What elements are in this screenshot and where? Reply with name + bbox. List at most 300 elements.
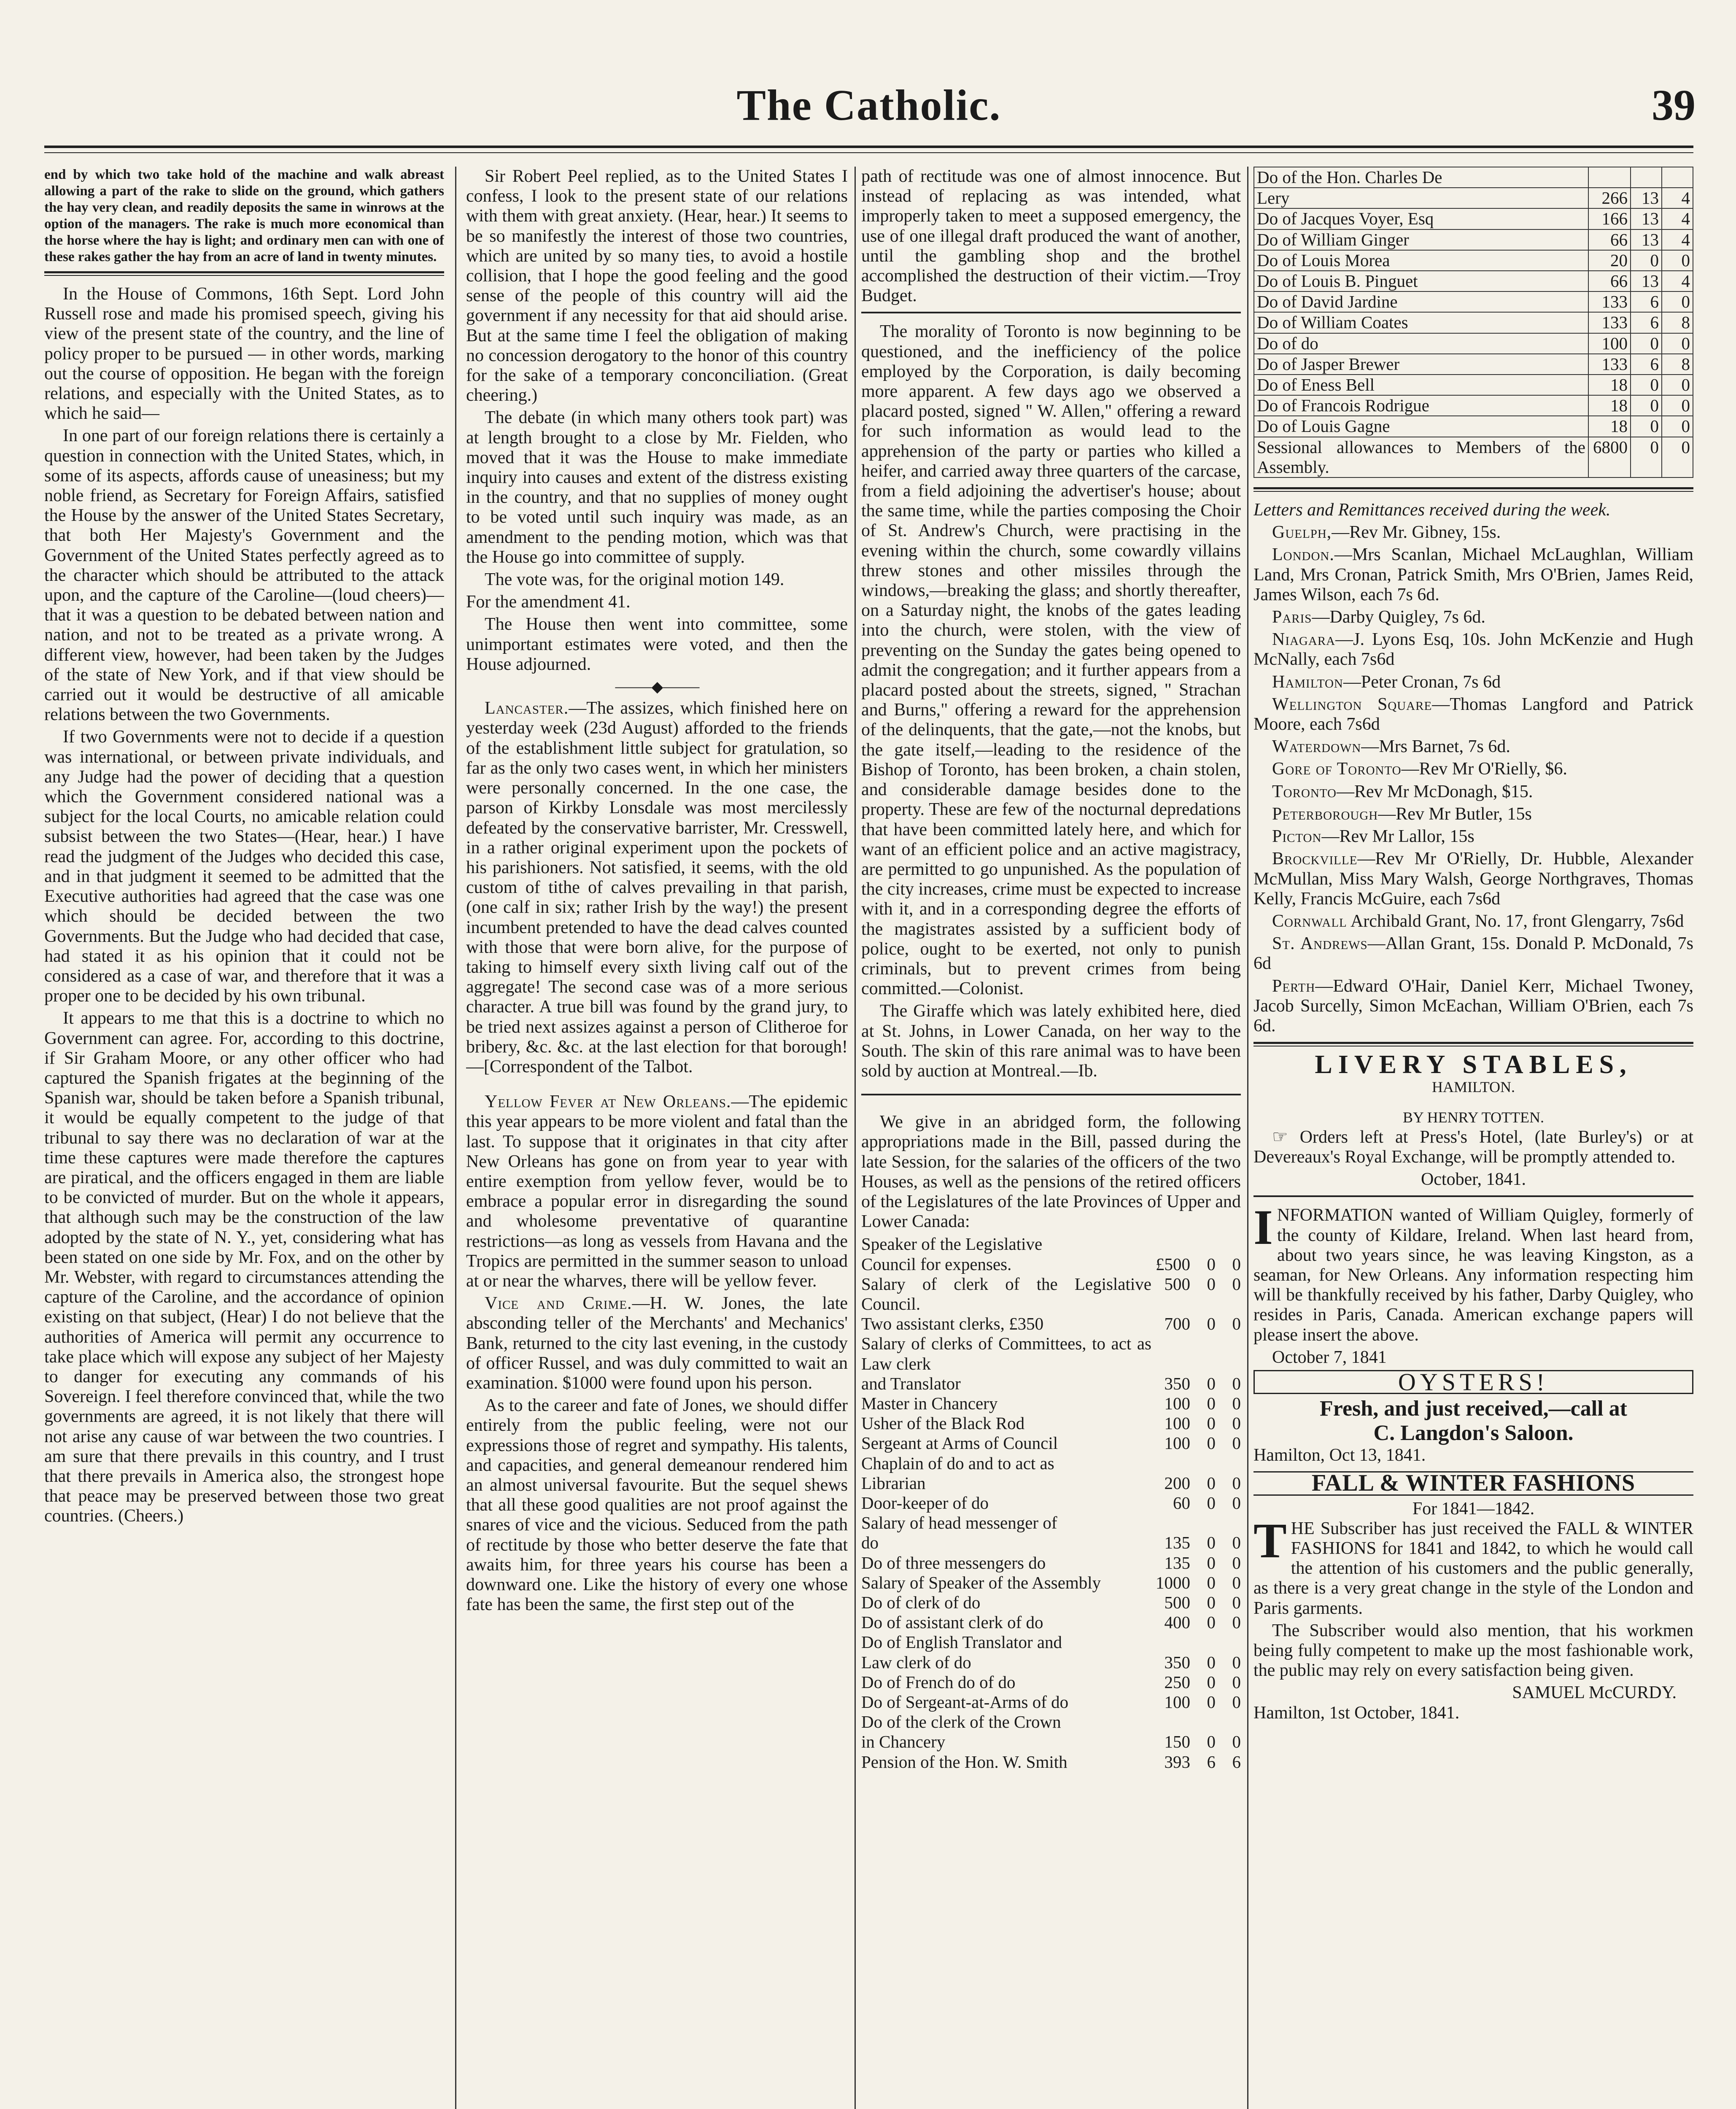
row-label: Do of David Jardine — [1254, 291, 1588, 312]
row-amount: 133 — [1588, 354, 1631, 375]
row-label: Do of Louis B. Pinguet — [1254, 271, 1588, 291]
row-amount: 0 — [1207, 1692, 1216, 1712]
row-amount: 13 — [1631, 229, 1662, 250]
table-row — [1254, 416, 1693, 437]
letters-heading: Letters and Remittances received during the week. — [1253, 500, 1611, 520]
row-amount — [1151, 1513, 1190, 1533]
table-row — [861, 1433, 1241, 1453]
row-amount: 0 — [1232, 1254, 1241, 1274]
row-label: Do of William Coates — [1254, 312, 1588, 333]
row-amount: 0 — [1232, 1652, 1241, 1672]
row-amount — [1662, 167, 1693, 188]
row-amount: 60 — [1173, 1493, 1190, 1513]
row-label: Do of Louis Morea — [1254, 250, 1588, 271]
hay-rake-notice — [44, 167, 444, 265]
table-row — [861, 1732, 1241, 1752]
livery-ad — [1253, 1050, 1693, 1189]
letters-list — [1253, 523, 1693, 1036]
row-amount: 6 — [1631, 354, 1662, 375]
table-row — [1254, 437, 1693, 477]
row-label: Do of Jacques Voyer, Esq — [1254, 208, 1588, 229]
article-paragraph: If two Governments were not to decide if a question was international, or between private individuals, and any Judge had the power of deciding that a question which the Government considered national was a subject for the local Courts, no amicable relation could subsist between the two States—(Hear, hear.) I have read the judgment of the Judges who decided this case, and in that judgment it seemed to be admitted that the Executive authorities had agreed that the case was one which should be decided between the two Governments. But the Judge who had decided that case, had stated it as his opinion that it could not be considered as a case of war, and therefore that it was a proper one to be decided by his own tribunal. — [44, 727, 444, 1006]
table-row — [861, 1533, 1241, 1553]
row-label: Door-keeper of do — [861, 1493, 989, 1513]
remittance-place: Hamilton — [1272, 672, 1343, 692]
fashions-ad — [1253, 1471, 1693, 1723]
row-amount: 0 — [1207, 1593, 1216, 1613]
row-amount: 100 — [1164, 1433, 1190, 1453]
page-number: 39 — [1652, 81, 1696, 129]
vice-crime-heading: Vice and Crime. — [485, 1294, 632, 1313]
row-label: Librarian — [861, 1473, 926, 1493]
row-amount — [1216, 1513, 1241, 1533]
row-label: and Translator — [861, 1373, 961, 1393]
row-amount: 250 — [1164, 1672, 1190, 1692]
row-label: Salary of Speaker of the Assembly — [861, 1572, 1101, 1592]
table-row — [1254, 312, 1693, 333]
table-row — [861, 1752, 1241, 1772]
toronto-article: The morality of Toronto is now beginning to be questioned, and the inefficiency of the police employed by the Corporation, is daily becoming more apparent. A few days ago we observed a placard posted, signed " W. Allen," offering a reward for such information as would lead to the apprehension of the party or parties who killed a heifer, and carried away three quarters of the carcase, from a field adjoining the advertiser's house; about the same time, while the parties composing the Choir of St. Andrew's Church, were practising in the evening within the church, some cowardly villains threw stones and other missiles through the windows,—breaking the glass; and shortly thereafter, on a Saturday night, the knobs of the gates leading into the church, were stolen, with the view of preventing on the Sunday the gates being opened to admit the congregation; and it further appears from a placard posted about the streets, signed, " Strachan and Burns," offering a reward for the apprehension of the delinquents, that the gate,—not the knobs, but the gate itself,—leading to the residence of the Bishop of Toronto, has been broken, a chain stolen, and considerable damage besides done to the property. These are few of the nocturnal depredations that have been committed lately here, and which for want of an efficient police and an active magistracy, are permitted to go unpunished. As the population of the city increases, crime must be expected to increase with it, and in a corresponding degree the efforts of the magistrates assisted by a sufficient body of police, ought to be exerted, not only to punish criminals, but to prevent crimes from being committed.—Colonist. — [861, 322, 1241, 999]
row-amount: 0 — [1631, 437, 1662, 477]
table-row — [861, 1374, 1241, 1394]
row-label: in Chancery — [861, 1732, 946, 1752]
oysters-subhead: Fresh, and just received,—call at — [1320, 1397, 1627, 1421]
oysters-date: Hamilton, Oct 13, 1841. — [1253, 1446, 1426, 1465]
column-1 — [44, 167, 444, 2109]
row-amount: 200 — [1164, 1473, 1190, 1493]
list-item — [1253, 630, 1693, 669]
article-paragraph: For the amendment 41. — [466, 592, 631, 612]
remittance-text: —Thomas Langford and Patrick Moore, each 7s6d — [1253, 694, 1693, 734]
row-amount: 350 — [1164, 1373, 1190, 1393]
article-paragraph: In one part of our foreign relations there is certainly a question in connection with the United States, which, in some of its aspects, affords cause of uneasiness; but my noble friend, as Secretary for Foreign Affairs, satisfied the House by the answer of the United States Secretary, that both Her Majesty's Government and the Government of the United States perfectly agreed as to the character which should be attributed to the attack upon, and the capture of the Caroline—(loud cheers)—that it was a question to be debated between nation and nation, and not to be treated as a private wrong. A different view, however, had been taken by the Judges of the state of New York, and if that view should be carried out it would be destructive of all amicable relations between the two Governments. — [44, 426, 444, 725]
row-amount — [1190, 1334, 1216, 1373]
table-row — [861, 1454, 1241, 1473]
row-amount: 166 — [1588, 208, 1631, 229]
article-paragraph: In the House of Commons, 16th Sept. Lord John Russell rose and made his promised speech, giving his view of the present state of the country, and the line of policy proper to be pursued — in other words, marking out the course of opposition. He began with the foreign relations, and especially with the United States, as to which he said— — [44, 284, 444, 423]
row-amount: 500 — [1164, 1593, 1190, 1613]
row-label: Do of French do of do — [861, 1672, 1016, 1692]
lancaster-heading: Lancaster. — [485, 699, 569, 718]
row-amount: 20 — [1588, 250, 1631, 271]
list-item — [1253, 976, 1693, 1036]
row-amount: 4 — [1662, 229, 1693, 250]
row-amount: 0 — [1207, 1732, 1216, 1752]
table-row — [861, 1473, 1241, 1493]
row-amount: 0 — [1631, 395, 1662, 416]
row-amount: 0 — [1662, 395, 1693, 416]
row-amount: 0 — [1207, 1533, 1216, 1553]
row-amount: 135 — [1164, 1553, 1190, 1572]
list-item — [1253, 782, 1693, 802]
row-label: Lery — [1254, 188, 1588, 208]
row-amount: 18 — [1588, 375, 1631, 395]
row-label: Do of William Ginger — [1254, 229, 1588, 250]
column-2 — [466, 167, 848, 2109]
row-label: Salary of head messenger of — [861, 1513, 1057, 1533]
row-amount — [1631, 167, 1662, 188]
yellow-fever-heading: Yellow Fever at New Orleans. — [485, 1092, 731, 1112]
row-amount: 13 — [1631, 208, 1662, 229]
remittance-text: —Rev Mr McDonagh, $15. — [1336, 782, 1533, 801]
row-label: Do of assistant clerk of do — [861, 1613, 1043, 1632]
list-item — [1253, 804, 1693, 824]
list-item — [1253, 695, 1693, 734]
table-row — [861, 1234, 1241, 1254]
table-row — [1254, 208, 1693, 229]
row-amount: 100 — [1164, 1413, 1190, 1433]
row-amount: 0 — [1662, 437, 1693, 477]
table-row — [861, 1254, 1241, 1274]
row-amount: 0 — [1232, 1393, 1241, 1413]
row-label: Do of Jasper Brewer — [1254, 354, 1588, 375]
remittance-text: —Allan Grant, 15s. Donald P. McDonald, 7s 6d — [1253, 934, 1693, 974]
row-amount — [1588, 167, 1631, 188]
table-row — [861, 1513, 1241, 1533]
fashions-years: For 1841—1842. — [1412, 1499, 1535, 1518]
table-row — [861, 1334, 1241, 1373]
row-amount: 0 — [1207, 1373, 1216, 1393]
row-label: Pension of the Hon. W. Smith — [861, 1752, 1067, 1772]
table-row — [1254, 188, 1693, 208]
oysters-ad — [1253, 1370, 1693, 1465]
row-label: Do of Sergeant-at-Arms of do — [861, 1692, 1069, 1712]
section-divider — [861, 1094, 1241, 1095]
article-paragraph: path of rectitude was one of almost innocence. But instead of replacing as was intended, what improperly taken to meet a supposed emergency, the use of one illegal draft produced the want of another, until the gambling shop and the brothel accomplished the destruction of their victim.—Troy Budget. — [861, 167, 1241, 306]
table-row — [1254, 229, 1693, 250]
row-amount: 0 — [1232, 1613, 1241, 1632]
row-amount: 0 — [1207, 1572, 1216, 1592]
row-amount — [1151, 1712, 1190, 1732]
row-amount: 0 — [1631, 250, 1662, 271]
masthead-rule — [44, 146, 1693, 153]
row-amount: 0 — [1662, 375, 1693, 395]
row-amount: 6 — [1631, 312, 1662, 333]
row-amount — [1216, 1632, 1241, 1652]
remittance-text: —Rev Mr Lallor, 15s — [1321, 827, 1475, 847]
oysters-saloon: C. Langdon's Saloon. — [1373, 1421, 1574, 1446]
row-amount: 6 — [1232, 1752, 1241, 1772]
table-row — [1254, 375, 1693, 395]
list-item — [1253, 934, 1693, 974]
pensions-table — [1253, 167, 1693, 478]
remittance-text: —Darby Quigley, 7s 6d. — [1312, 607, 1485, 627]
remittance-place: Gore of Toronto — [1272, 759, 1402, 779]
row-label: Do of the Hon. Charles De — [1254, 167, 1588, 188]
table-row — [1254, 354, 1693, 375]
fashions-date: Hamilton, 1st October, 1841. — [1253, 1703, 1460, 1723]
fashions-heading: FALL & WINTER FASHIONS — [1253, 1471, 1693, 1495]
row-label: Do of do — [1254, 333, 1588, 354]
row-amount: 13 — [1631, 188, 1662, 208]
table-row — [1254, 395, 1693, 416]
section-divider — [861, 312, 1241, 313]
lancaster-article — [466, 699, 848, 1077]
bill-intro: We give in an abridged form, the following appropriations made in the Bill, passed during the late Session, for the salaries of the officers of the two Houses, as well as the pensions of the retired officers of the Legislatures of the late Provinces of Upper and Lower Canada: — [861, 1112, 1241, 1232]
row-amount: 0 — [1232, 1553, 1241, 1572]
row-amount: 0 — [1232, 1572, 1241, 1592]
remittance-place: Guelph, — [1272, 523, 1332, 542]
row-amount: 100 — [1164, 1692, 1190, 1712]
remittance-text: —Peter Cronan, 7s 6d — [1343, 672, 1501, 692]
table-row — [861, 1413, 1241, 1433]
row-amount: 700 — [1164, 1314, 1190, 1334]
row-amount: 18 — [1588, 395, 1631, 416]
row-amount — [1151, 1234, 1190, 1254]
section-divider — [1253, 1195, 1693, 1197]
list-item — [1253, 545, 1693, 605]
list-item — [1253, 672, 1693, 692]
remittance-text: Archibald Grant, No. 17, front Glengarry, 7s6d — [1347, 911, 1684, 931]
row-amount: 18 — [1588, 416, 1631, 437]
remittance-place: Cornwall — [1272, 911, 1347, 931]
row-amount: 0 — [1232, 1274, 1241, 1294]
section-divider — [44, 271, 444, 276]
remittance-place: Picton — [1272, 827, 1322, 847]
remittance-place: St. Andrews — [1272, 934, 1368, 954]
row-label: Do of Eness Bell — [1254, 375, 1588, 395]
remittance-place: Peterborough — [1272, 804, 1378, 824]
row-amount: 0 — [1232, 1533, 1241, 1553]
remittance-text: —Rev Mr. Gibney, 15s. — [1332, 523, 1501, 542]
row-amount: 0 — [1232, 1732, 1241, 1752]
row-amount: 6 — [1631, 291, 1662, 312]
table-row — [861, 1553, 1241, 1573]
remittance-place: London. — [1272, 545, 1334, 565]
masthead — [42, 72, 1696, 135]
table-row — [861, 1692, 1241, 1712]
article-paragraph: As to the career and fate of Jones, we should differ entirely from the public feeling, were not our expressions those of regret and sympathy. His talents, and capacities, and general demeanour rendered him an almost universal favourite. But the sequel shews that all these good qualities are not proof against the snares of vice and the vicious. Seduced from the path of rectitude by those who better deserve the fate that awaits him, for three years his course has been a downward one. Like the history of every one whose fate has been the same, the first step out of the — [466, 1396, 848, 1615]
row-amount: 1000 — [1156, 1572, 1190, 1592]
row-amount: 8 — [1662, 312, 1693, 333]
table-row — [861, 1274, 1241, 1314]
table-row — [861, 1573, 1241, 1593]
row-label: Sergeant at Arms of Council — [861, 1433, 1058, 1453]
article-paragraph: The vote was, for the original motion 149. — [485, 570, 784, 590]
article-paragraph: The debate (in which many others took part) was at length brought to a close by Mr. Fielden, who moved that it was the House to make immediate inquiry into causes and extent of the distress existing in the country, and that no supplies of money ought to be voted until such inquiry was made, as an amendment to the pending motion, which was that the House go into committee of supply. — [466, 408, 848, 567]
row-amount: 0 — [1232, 1433, 1241, 1453]
row-amount: 0 — [1631, 416, 1662, 437]
drop-cap: T — [1253, 1513, 1287, 1568]
row-amount: 150 — [1164, 1732, 1190, 1752]
row-amount — [1190, 1712, 1216, 1732]
row-amount — [1216, 1234, 1241, 1254]
column-4 — [1253, 167, 1693, 2109]
row-amount — [1216, 1712, 1241, 1732]
livery-body: ☞ Orders left at Press's Hotel, (late Burley's) or at Devereaux's Royal Exchange, will be promptly attended to. — [1253, 1127, 1693, 1167]
row-amount: 6800 — [1588, 437, 1631, 477]
row-amount: 0 — [1207, 1254, 1216, 1274]
yellow-fever-text: —The epidemic this year appears to be more violent and fatal than the last. To suppose that it originates in that city after New Orleans has gone on from year to year with entire exemption from yellow fever, would be to embrace a popular error in disregarding the sound and wholesome preventative of quarantine restrictions—as long as vessels from Havana and the Tropics are permitted in the summer season to unload at or near the wharves, there will be yellow fever. — [466, 1092, 848, 1291]
fashions-body-2: The Subscriber would also mention, that his workmen being fully competent to make up the most fashionable work, the public may rely on every satisfaction being given. — [1253, 1621, 1693, 1680]
section-divider — [1253, 487, 1693, 492]
vice-crime-article — [466, 1294, 848, 1393]
row-amount — [1190, 1632, 1216, 1652]
giraffe-article: The Giraffe which was lately exhibited here, died at St. Johns, in Lower Canada, on her way to the South. The skin of this rare animal was to have been sold by auction at Montreal.—Ib. — [861, 1001, 1241, 1081]
row-label: Do of three messengers do — [861, 1553, 1046, 1572]
row-amount — [1151, 1454, 1190, 1473]
row-label: Usher of the Black Rod — [861, 1413, 1025, 1433]
information-date: October 7, 1841 — [1272, 1347, 1387, 1367]
column-rule — [455, 167, 456, 2109]
row-amount: £500 — [1156, 1254, 1190, 1274]
row-amount: 0 — [1207, 1672, 1216, 1692]
row-amount: 0 — [1662, 416, 1693, 437]
row-amount: 0 — [1207, 1473, 1216, 1493]
newspaper-title: The Catholic. — [736, 81, 1001, 129]
row-amount: 66 — [1588, 229, 1631, 250]
livery-heading: LIVERY STABLES, — [1315, 1050, 1632, 1079]
drop-cap: I — [1253, 1200, 1273, 1255]
row-label: Speaker of the Legislative — [861, 1234, 1043, 1254]
row-label: Master in Chancery — [861, 1393, 998, 1413]
row-amount: 0 — [1207, 1553, 1216, 1572]
row-amount: 0 — [1232, 1473, 1241, 1493]
column-rule — [1247, 167, 1248, 2109]
vice-crime-text: —H. W. Jones, the late absconding teller of the Merchants' and Mechanics' Bank, returned to the city last evening, in the custody of officer Russel, and was duly committed to wait an examination. $1000 were found upon his person. — [466, 1294, 848, 1393]
table-row — [861, 1493, 1241, 1513]
row-amount: 66 — [1588, 271, 1631, 291]
ornament-divider: ⸻◆⸻ — [614, 678, 700, 696]
remittance-text: —Rev Mr O'Rielly, $6. — [1401, 759, 1567, 779]
row-amount: 0 — [1207, 1314, 1216, 1334]
row-amount: 4 — [1662, 271, 1693, 291]
fashions-signature: SAMUEL McCURDY. — [1512, 1683, 1677, 1703]
row-amount — [1151, 1632, 1190, 1652]
row-amount: 393 — [1164, 1752, 1190, 1772]
list-item — [1253, 607, 1693, 627]
row-label: Salary of clerk of the Legislative Council. — [861, 1274, 1151, 1313]
remittance-place: Perth — [1272, 976, 1315, 996]
row-amount: 0 — [1232, 1672, 1241, 1692]
row-amount: 0 — [1232, 1314, 1241, 1334]
column-rule — [855, 167, 856, 2109]
table-row — [1254, 250, 1693, 271]
row-label: do — [861, 1533, 879, 1553]
fashions-body: THE Subscriber has just received the FALL & WINTER FASHIONS for 1841 and 1842, to which he would call the attention of his customers and the public generally, as there is a very great change in the style of the London and Paris garments. — [1253, 1513, 1693, 1618]
row-amount: 0 — [1207, 1493, 1216, 1513]
livery-place: HAMILTON. — [1431, 1079, 1515, 1096]
row-amount — [1190, 1234, 1216, 1254]
row-amount: 0 — [1631, 375, 1662, 395]
remittance-text: —Mrs Scanlan, Michael McLaughlan, William Land, Mrs Cronan, Patrick Smith, Mrs O'Brien, James Reid, James Wilson, each 7s 6d. — [1253, 545, 1693, 604]
row-amount: 0 — [1662, 291, 1693, 312]
row-amount: 500 — [1164, 1274, 1190, 1294]
remittance-text: —Edward O'Hair, Daniel Kerr, Michael Twoney, Jacob Surcelly, Simon McEachan, William O'Brien, each 7s 6d. — [1253, 976, 1693, 1036]
table-row — [1254, 333, 1693, 354]
remittance-place: Toronto — [1272, 782, 1337, 801]
article-paragraph: It appears to me that this is a doctrine to which no Government can agree. For, according to this doctrine, if Sir Graham Moore, or any other officer who had captured the Spanish frigates at the beginning of the Spanish war, should be taken before a Spanish tribunal, it would be equally competent to the judge of that tribunal to say there was no declaration of war at the time these captures were made therefore the captures are piratical, and the officers engaged in them are liable to be convicted of murder. But on the whole it appears, that although such may be the construction of the law adopted by the state of N. Y., yet, considering what has been stated on one side by Mr. Fox, and on the other by Mr. Webster, with regard to circumstances attending the capture of the Caroline, and the accordance of opinion existing on that subject, (Hear) I do not believe that the authorities of America will permit any occurrence to take place which will expose any subject of her Majesty to danger for executing any commands of his Sovereign. I feel therefore convinced that, while the two governments are agreed, it is not likely that there will not arise any cause of war between the two countries. I am sure that there prevails in this country, and I trust that there prevails in America also, the strongest hope that peace may be preserved between those two great countries. (Cheers.) — [44, 1009, 444, 1526]
row-amount: 8 — [1662, 354, 1693, 375]
row-label: Do of Louis Gagne — [1254, 416, 1588, 437]
row-amount: 0 — [1207, 1413, 1216, 1433]
lancaster-text: —The assizes, which finished here on yesterday week (23d August) afforded to the friends of the establishment little subject for gratulation, so far as the only two cases went, in which her ministers were personally concerned. In the one case, the parson of Kirkby Lonsdale was most mercilessly defeated by the conservative barrister, Mr. Cresswell, in a rather original experiment upon the pockets of his parishioners. Not satisfied, it seems, with the old custom of tithe of calves prevailing in that parish, (one calf in six; rather Irish by the way!) the present incumbent pretended to have the dead calves counted with those that were born alive, for the purpose of taking to himself every sixth living calf out of the aggregate! The second case was of a more serious character. A true bill was found by the grand jury, to be tried next assizes against a person of Clitheroe for bribery, &c. &c. at the last election for that borough!—[Correspondent of the Talbot. — [466, 699, 848, 1076]
pointing-hand-icon: ☞ — [1272, 1127, 1300, 1147]
table-row — [1254, 167, 1693, 188]
table-row — [861, 1394, 1241, 1413]
row-amount: 135 — [1164, 1533, 1190, 1553]
row-amount: 400 — [1164, 1613, 1190, 1632]
row-amount: 13 — [1631, 271, 1662, 291]
row-amount: 266 — [1588, 188, 1631, 208]
row-label: Salary of clerks of Committees, to act as Law clerk — [861, 1334, 1151, 1373]
row-amount: 0 — [1631, 333, 1662, 354]
row-amount: 133 — [1588, 291, 1631, 312]
article-paragraph: Sir Robert Peel replied, as to the United States I confess, I look to the present state of our relations with them with great anxiety. (Hear, hear.) It seems to be so manifestly the interest of those two countries, which are united by so many ties, to avoid a hostile collision, that I hope the good feeling and the good sense of the people of this country will aid the government if any necessity for that aid should arise. But at the same time I feel the obligation of making no concession derogatory to the honor of this country for the sake of a temporary conconciliation. (Great cheering.) — [466, 167, 848, 405]
remittance-place: Paris — [1272, 607, 1312, 627]
oysters-heading: OYSTERS! — [1253, 1370, 1693, 1394]
row-label: Do of the clerk of the Crown — [861, 1712, 1061, 1732]
list-item — [1253, 912, 1693, 931]
remittance-place: Wellington Square — [1272, 694, 1432, 714]
row-label: Do of clerk of do — [861, 1593, 981, 1613]
information-ad — [1253, 1200, 1693, 1367]
row-label: Do of Francois Rodrigue — [1254, 395, 1588, 416]
table-row — [1254, 291, 1693, 312]
row-amount: 0 — [1232, 1413, 1241, 1433]
livery-by: BY HENRY TOTTEN. — [1402, 1108, 1544, 1126]
row-amount — [1216, 1334, 1241, 1373]
remittance-place: Waterdown — [1272, 737, 1361, 757]
row-amount — [1190, 1454, 1216, 1473]
row-amount: 4 — [1662, 188, 1693, 208]
row-amount: 0 — [1232, 1373, 1241, 1393]
row-label: Law clerk of do — [861, 1652, 971, 1672]
row-amount: 0 — [1207, 1393, 1216, 1413]
table-row — [861, 1613, 1241, 1632]
list-item — [1253, 523, 1693, 542]
remittance-text: —J. Lyons Esq, 10s. John McKenzie and Hugh McNally, each 7s6d — [1253, 630, 1693, 669]
remittance-place: Niagara — [1272, 630, 1336, 650]
list-item — [1253, 737, 1693, 757]
row-amount: 133 — [1588, 312, 1631, 333]
row-amount: 0 — [1207, 1274, 1216, 1294]
row-amount: 100 — [1588, 333, 1631, 354]
row-amount: 0 — [1207, 1652, 1216, 1672]
row-amount: 100 — [1164, 1393, 1190, 1413]
row-label: Do of English Translator and — [861, 1632, 1062, 1652]
table-row — [861, 1314, 1241, 1334]
table-row — [1254, 271, 1693, 291]
list-item — [1253, 849, 1693, 909]
list-item — [1253, 827, 1693, 847]
row-amount: 0 — [1207, 1433, 1216, 1453]
remittance-text: —Mrs Barnet, 7s 6d. — [1361, 737, 1510, 757]
row-label: Two assistant clerks, £350 — [861, 1314, 1044, 1334]
row-label: Sessional allowances to Members of the Assembly. — [1254, 437, 1588, 477]
row-amount — [1151, 1334, 1190, 1373]
row-amount — [1216, 1454, 1241, 1473]
row-amount: 0 — [1207, 1613, 1216, 1632]
livery-date: October, 1841. — [1421, 1170, 1526, 1189]
row-label: Council for expenses. — [861, 1254, 1012, 1274]
table-row — [861, 1712, 1241, 1732]
salaries-table — [861, 1234, 1241, 1772]
row-amount: 0 — [1662, 250, 1693, 271]
row-label: Chaplain of do and to act as — [861, 1453, 1054, 1473]
remittance-text: —Rev Mr O'Rielly, Dr. Hubble, Alexander McMullan, Miss Mary Walsh, George Northgraves, Thomas Kelly, Francis McGuire, each 7s6d — [1253, 849, 1693, 909]
list-item — [1253, 759, 1693, 779]
row-amount: 0 — [1232, 1692, 1241, 1712]
yellow-fever-article — [466, 1092, 848, 1291]
remittance-text: —Rev Mr Butler, 15s — [1378, 804, 1532, 824]
column-3 — [861, 167, 1241, 2109]
row-amount: 6 — [1207, 1752, 1216, 1772]
table-row — [861, 1632, 1241, 1652]
table-row — [861, 1593, 1241, 1613]
section-divider — [1253, 1042, 1693, 1046]
row-amount: 0 — [1232, 1593, 1241, 1613]
